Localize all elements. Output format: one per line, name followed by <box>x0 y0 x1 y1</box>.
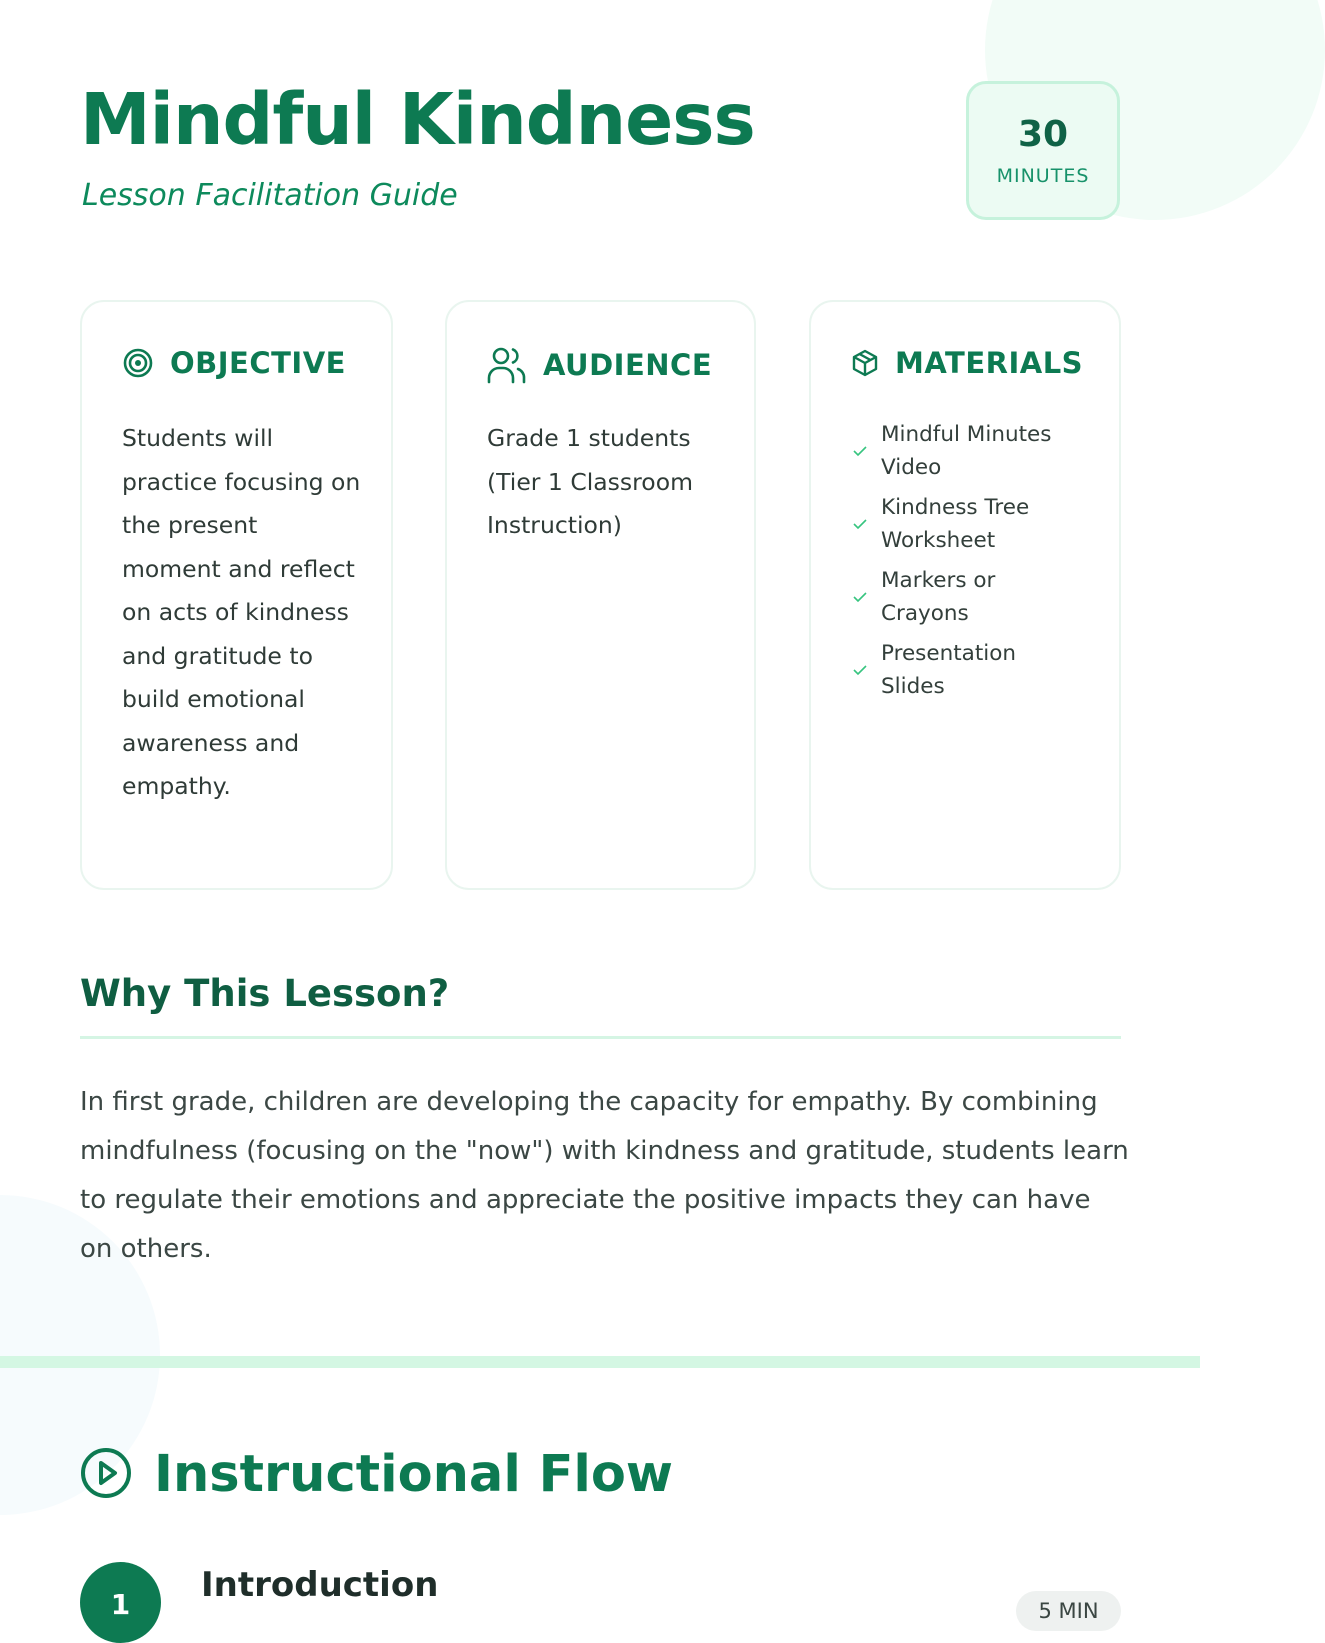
page-subtitle: Lesson Facilitation Guide <box>82 178 458 213</box>
audience-text: Grade 1 students (Tier 1 Classroom Instruction) <box>487 424 693 539</box>
duration-badge <box>966 81 1120 220</box>
material-label: Kindness Tree Worksheet <box>881 494 1030 553</box>
materials-card <box>809 300 1121 890</box>
materials-card-header <box>851 346 1083 380</box>
materials-card-title: MATERIALS <box>895 346 1084 380</box>
objective-text: Students will practice focusing on the present moment and reflect on acts of kindness and gratitude to build emotional awareness and empathy. <box>122 424 361 800</box>
list-item <box>853 414 1105 487</box>
list-item <box>853 633 1105 706</box>
check-icon <box>853 592 881 602</box>
page-title: Mindful Kindness <box>80 78 755 161</box>
divider <box>80 1036 1121 1039</box>
objective-card-header <box>122 346 346 380</box>
list-item <box>853 560 1105 633</box>
duration-unit: MINUTES <box>996 165 1090 187</box>
audience-card-header <box>487 346 712 384</box>
check-icon <box>853 446 881 456</box>
users-icon <box>487 346 527 384</box>
check-icon <box>853 665 881 675</box>
step-title: Introduction <box>201 1565 439 1605</box>
box-icon <box>851 349 879 377</box>
check-icon <box>853 519 881 529</box>
objective-card-title: OBJECTIVE <box>170 346 346 380</box>
play-circle-icon <box>80 1447 132 1503</box>
duration-value: 30 <box>1017 114 1069 155</box>
list-item <box>853 487 1105 560</box>
section-divider-band <box>0 1356 1200 1368</box>
audience-card <box>445 300 756 890</box>
flow-heading <box>80 1445 673 1504</box>
section-paragraph: In first grade, children are developing the capacity for empathy. By combining mindfulness (focusing on the "now") with kindness and gratitude, students learn to regulate their emotions and appreciate the positive impacts they can have on others. <box>80 1087 1129 1264</box>
audience-card-title: AUDIENCE <box>543 348 713 382</box>
material-label: Markers or Crayons <box>881 567 996 626</box>
target-icon <box>122 347 154 379</box>
flow-title: Instructional Flow <box>154 1445 674 1504</box>
objective-card <box>80 300 393 890</box>
section-heading: Why This Lesson? <box>80 972 450 1015</box>
step-duration-badge: 5 MIN <box>1016 1591 1121 1631</box>
materials-list <box>853 414 1105 706</box>
step-number: 1 <box>80 1562 161 1643</box>
material-label: Mindful Minutes Video <box>881 421 1052 480</box>
material-label: Presentation Slides <box>881 640 1017 699</box>
